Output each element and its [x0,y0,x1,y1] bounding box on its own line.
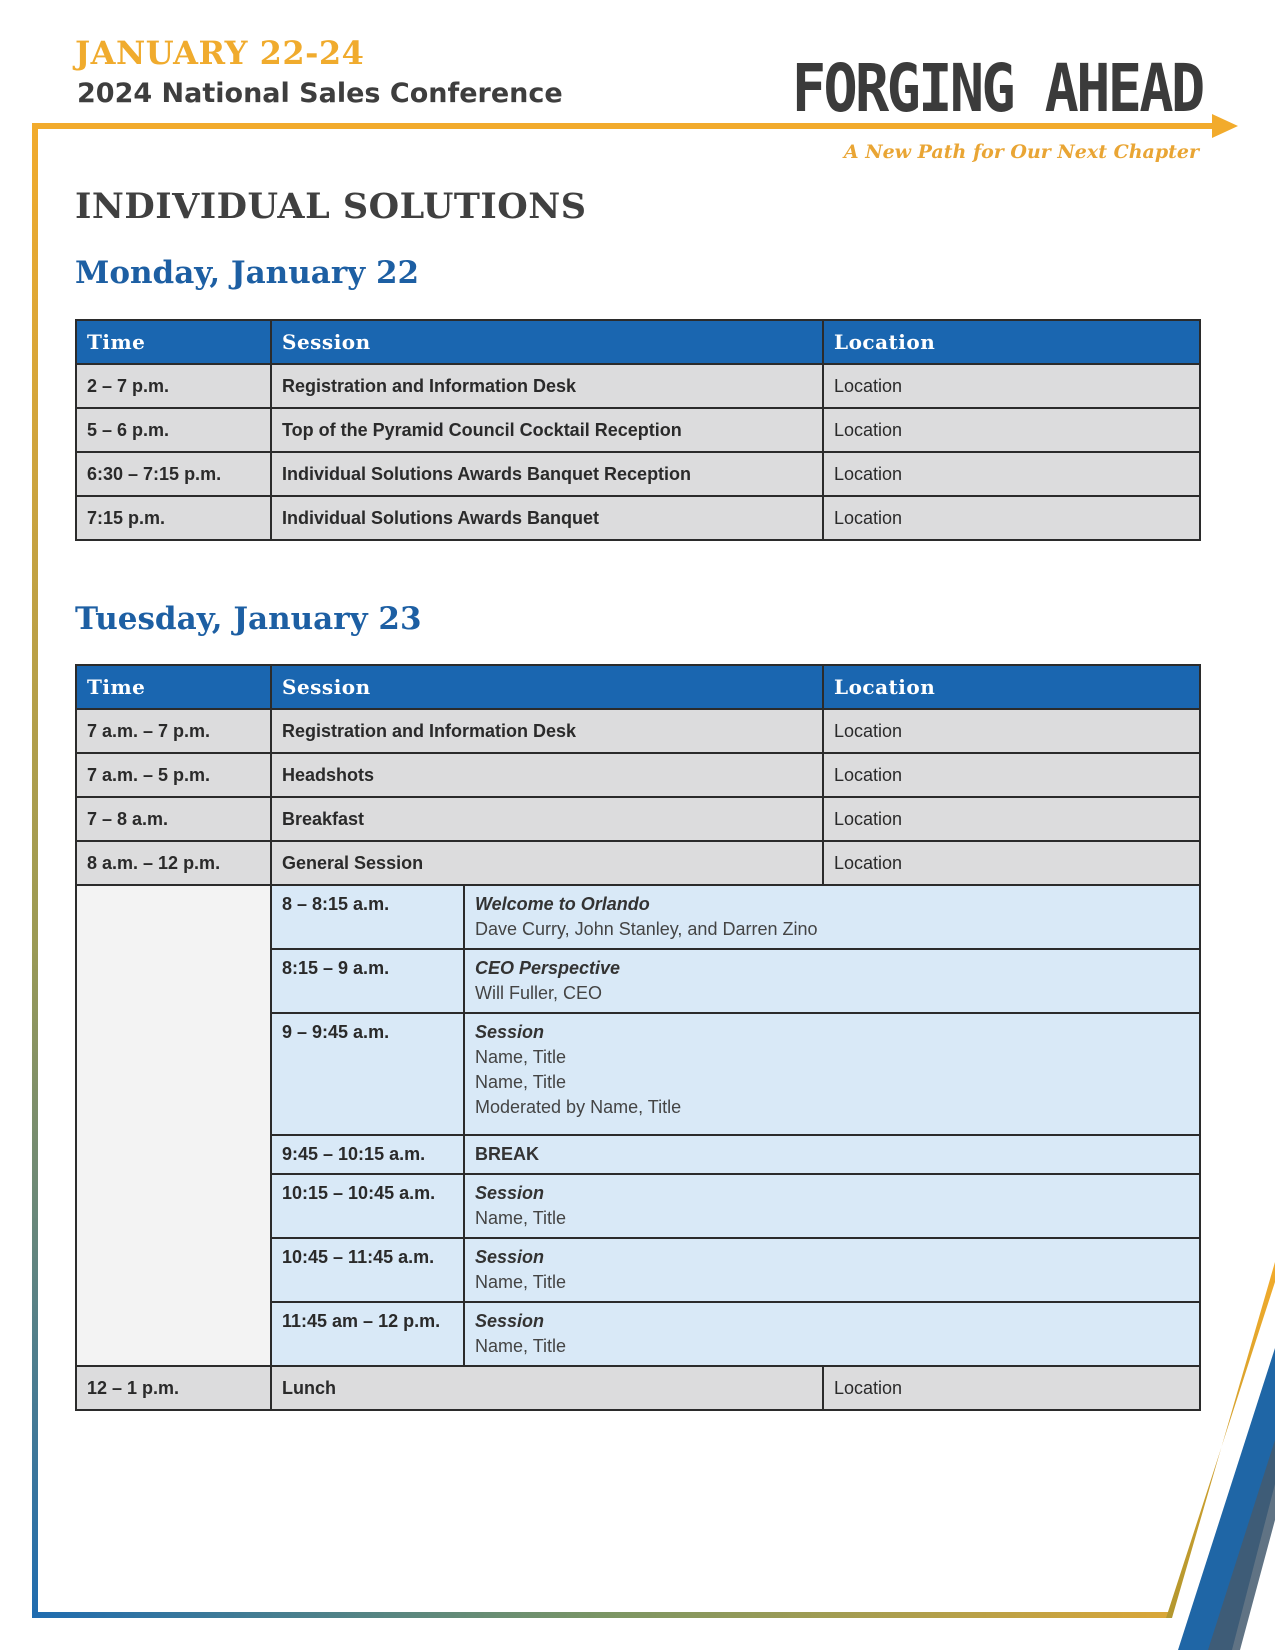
table-header-row [76,665,1200,709]
row-session: Individual Solutions Awards Banquet Reception [271,452,823,496]
sub-details [464,885,1200,949]
sub-speaker: Name, Title [475,1072,567,1092]
row-location: Location [823,1366,1200,1410]
header-session: Session [271,320,823,364]
sub-time: 8 – 8:15 a.m. [271,885,464,949]
row-time: 7:15 p.m. [76,496,271,540]
table-row [76,841,1200,885]
sub-title: Session [475,1311,545,1331]
row-location: Location [823,496,1200,540]
row-time: 2 – 7 p.m. [76,364,271,408]
sub-title: Welcome to Orlando [475,894,650,914]
row-time: 7 – 8 a.m. [76,797,271,841]
table-row [76,452,1200,496]
day-heading-monday: Monday, January 22 [75,255,420,291]
sub-title: Session [475,1183,545,1203]
sub-title: Session [475,1247,545,1267]
sub-title: Session [475,1022,545,1042]
sub-details [464,1174,1200,1238]
general-session-row [76,885,1200,949]
sub-speaker: Dave Curry, John Stanley, and Darren Zino [475,919,818,939]
conference-dates: JANUARY 22-24 [75,34,365,72]
sub-details [464,1302,1200,1366]
header-location: Location [823,320,1200,364]
general-session-spacer [76,885,271,1366]
sub-time: 9 – 9:45 a.m. [271,1013,464,1135]
header-time: Time [76,665,271,709]
left-rule [32,123,38,1618]
sub-speaker: Name, Title [475,1047,567,1067]
sub-speaker: Name, Title [475,1272,567,1292]
table-row [76,364,1200,408]
sub-moderator: Moderated by Name, Title [475,1097,682,1117]
schedule-table-tuesday [75,664,1201,1411]
sub-speaker: Name, Title [475,1208,567,1228]
row-time: 5 – 6 p.m. [76,408,271,452]
sub-details [464,949,1200,1013]
break-label: BREAK [475,1144,540,1164]
row-session: Registration and Information Desk [271,709,823,753]
row-location: Location [823,841,1200,885]
sub-time: 11:45 am – 12 p.m. [271,1302,464,1366]
row-session: General Session [271,841,823,885]
sub-details [464,1135,1200,1174]
brand-tagline: A New Path for Our Next Chapter [843,141,1199,163]
sub-time: 10:45 – 11:45 a.m. [271,1238,464,1302]
bottom-rule [32,1612,1168,1618]
table-row [76,408,1200,452]
row-time: 12 – 1 p.m. [76,1366,271,1410]
row-location: Location [823,364,1200,408]
row-session: Registration and Information Desk [271,364,823,408]
row-time: 7 a.m. – 7 p.m. [76,709,271,753]
sub-title: CEO Perspective [475,958,621,978]
sub-details [464,1238,1200,1302]
sub-time: 10:15 – 10:45 a.m. [271,1174,464,1238]
sub-time: 8:15 – 9 a.m. [271,949,464,1013]
header-time: Time [76,320,271,364]
row-session: Individual Solutions Awards Banquet [271,496,823,540]
table-row [76,797,1200,841]
table-row [76,496,1200,540]
row-session: Headshots [271,753,823,797]
brand-title: FORGING AHEAD [792,50,1203,127]
row-time: 7 a.m. – 5 p.m. [76,753,271,797]
row-location: Location [823,797,1200,841]
row-location: Location [823,408,1200,452]
table-row [76,753,1200,797]
header-location: Location [823,665,1200,709]
schedule-table-monday [75,319,1201,541]
sub-time: 9:45 – 10:15 a.m. [271,1135,464,1174]
sub-speaker: Name, Title [475,1336,567,1356]
header-session: Session [271,665,823,709]
table-row [76,709,1200,753]
sub-details [464,1013,1200,1135]
sub-speaker: Will Fuller, CEO [475,983,603,1003]
row-session: Top of the Pyramid Council Cocktail Reception [271,408,823,452]
row-time: 8 a.m. – 12 p.m. [76,841,271,885]
row-location: Location [823,753,1200,797]
row-session: Breakfast [271,797,823,841]
row-location: Location [823,709,1200,753]
row-time: 6:30 – 7:15 p.m. [76,452,271,496]
top-arrow-head [1212,114,1238,138]
row-location: Location [823,452,1200,496]
section-title: INDIVIDUAL SOLUTIONS [75,186,587,227]
table-header-row [76,320,1200,364]
day-heading-tuesday: Tuesday, January 23 [75,601,422,637]
conference-name: 2024 National Sales Conference [77,78,563,109]
row-session: Lunch [271,1366,823,1410]
table-row [76,1366,1200,1410]
